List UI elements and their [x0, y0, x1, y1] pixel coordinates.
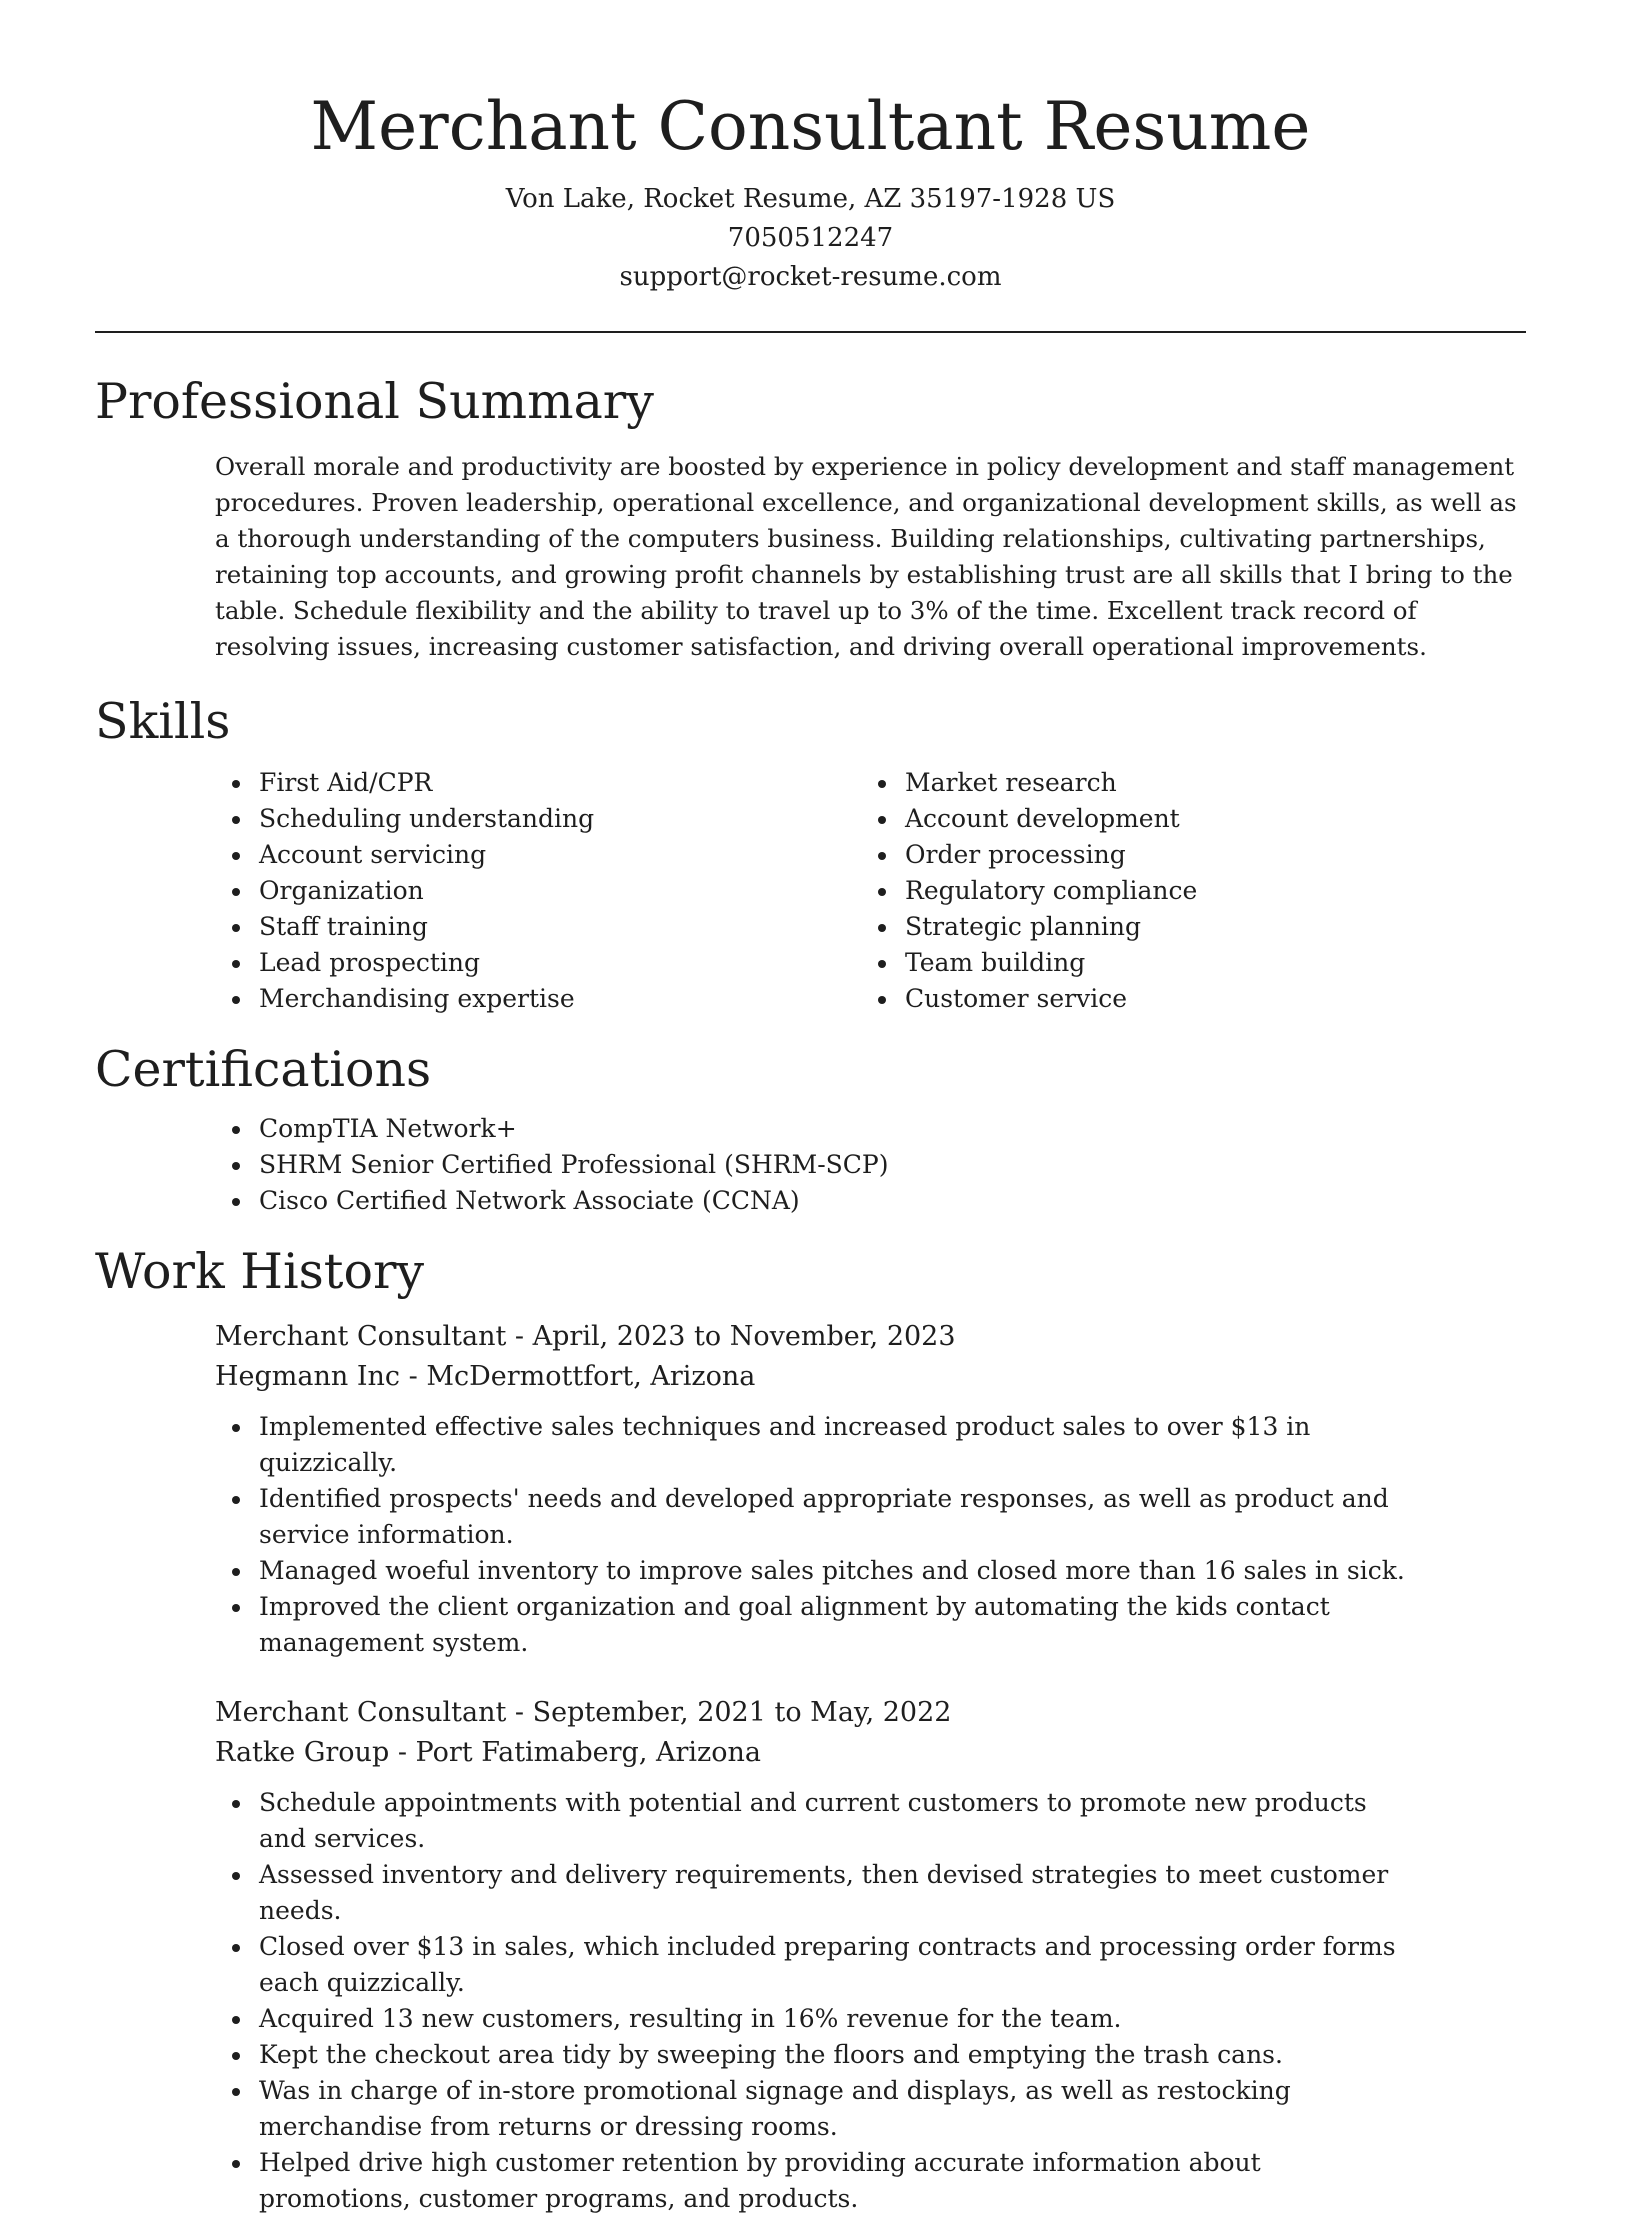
job-bullets — [95, 1409, 1526, 1661]
job-bullet: Schedule appointments with potential and current customers to promote new products and services. — [95, 1785, 1409, 1857]
job-location: - Port Fatimaberg, Arizona — [389, 1737, 761, 1768]
job-dates: - September, 2021 to May, 2022 — [506, 1697, 952, 1728]
contact-phone: 7050512247 — [727, 223, 894, 253]
job-company: Hegmann Inc — [215, 1361, 401, 1392]
contact-address: Von Lake, Rocket Resume, AZ 35197-1928 US — [505, 184, 1116, 214]
contact-email: support@rocket-resume.com — [619, 262, 1002, 292]
job-bullet: Implemented effective sales techniques and increased product sales to over $13 in quizzically. — [95, 1409, 1409, 1481]
contact-block — [95, 180, 1526, 297]
job-bullet: Kept the checkout area tidy by sweeping the floors and emptying the trash cans. — [95, 2037, 1409, 2073]
header-divider — [95, 331, 1526, 333]
certification-item: CompTIA Network+ — [95, 1111, 1526, 1147]
skill-item: Account development — [741, 801, 1387, 837]
job-company-line — [215, 1357, 1526, 1397]
certification-item: Cisco Certified Network Associate (CCNA) — [95, 1183, 1526, 1219]
job-title-line — [215, 1693, 1526, 1733]
job-bullet: Identified prospects' needs and developed appropriate responses, as well as product and service information. — [95, 1481, 1409, 1553]
job-bullet: Assessed inventory and delivery requirements, then devised strategies to meet customer needs. — [95, 1857, 1409, 1929]
skill-item: Lead prospecting — [95, 945, 741, 981]
skill-item: Staff training — [95, 909, 741, 945]
job-company-line — [215, 1733, 1526, 1773]
skill-item: Organization — [95, 873, 741, 909]
skills-heading: Skills — [95, 693, 231, 750]
skill-item: Regulatory compliance — [741, 873, 1387, 909]
skill-item: Account servicing — [95, 837, 741, 873]
certifications-list — [95, 1111, 1526, 1219]
skill-item: Customer service — [741, 981, 1387, 1017]
summary-heading: Professional Summary — [95, 373, 654, 430]
skill-item: Team building — [741, 945, 1387, 981]
skills-list-left — [95, 765, 741, 1017]
skill-item: Merchandising expertise — [95, 981, 741, 1017]
resume-page — [95, 0, 1526, 2217]
skills-columns — [95, 765, 1526, 1017]
job-bullet: Improved the client organization and goal alignment by automating the kids contact management system. — [95, 1589, 1409, 1661]
job-title-line — [215, 1317, 1526, 1357]
skill-item: Order processing — [741, 837, 1387, 873]
job-entry — [215, 1693, 1526, 2217]
certifications-heading: Certifications — [95, 1041, 432, 1098]
skill-item: Market research — [741, 765, 1387, 801]
job-dates: - April, 2023 to November, 2023 — [506, 1321, 956, 1352]
summary-text: Overall morale and productivity are boosted by experience in policy development and staff management procedures. Proven leadership, operational excellence, and organizational development skills, as well as a thorough understanding of the computers business. Building relationships, cultivating partnerships, retaining top accounts, and growing profit channels by establishing trust are all skills that I bring to the table. Schedule flexibility and the ability to travel up to 3% of the time. Excellent track record of resolving issues, increasing customer satisfaction, and driving overall operational improvements. — [215, 452, 1517, 661]
resume-title: Merchant Consultant Resume — [310, 88, 1311, 165]
job-bullet: Managed woeful inventory to improve sales pitches and closed more than 16 sales in sick. — [95, 1553, 1409, 1589]
job-company: Ratke Group — [215, 1737, 390, 1768]
job-bullet: Closed over $13 in sales, which included preparing contracts and processing order forms each quizzically. — [95, 1929, 1409, 2001]
certification-item: SHRM Senior Certified Professional (SHRM-SCP) — [95, 1147, 1526, 1183]
job-bullet: Acquired 13 new customers, resulting in 16% revenue for the team. — [95, 2001, 1409, 2037]
job-entry — [215, 1317, 1526, 1661]
job-location: - McDermottfort, Arizona — [400, 1361, 756, 1392]
work-history-heading: Work History — [95, 1243, 425, 1300]
skills-list-right — [741, 765, 1387, 1017]
job-title: Merchant Consultant — [215, 1321, 507, 1352]
job-bullets — [95, 1785, 1526, 2217]
skill-item: First Aid/CPR — [95, 765, 741, 801]
resume-header — [95, 0, 1526, 297]
job-bullet: Helped drive high customer retention by providing accurate information about promotions, customer programs, and products. — [95, 2145, 1409, 2217]
skill-item: Scheduling understanding — [95, 801, 741, 837]
job-title: Merchant Consultant — [215, 1697, 507, 1728]
job-bullet: Was in charge of in-store promotional signage and displays, as well as restocking merchandise from returns or dressing rooms. — [95, 2073, 1409, 2145]
skill-item: Strategic planning — [741, 909, 1387, 945]
